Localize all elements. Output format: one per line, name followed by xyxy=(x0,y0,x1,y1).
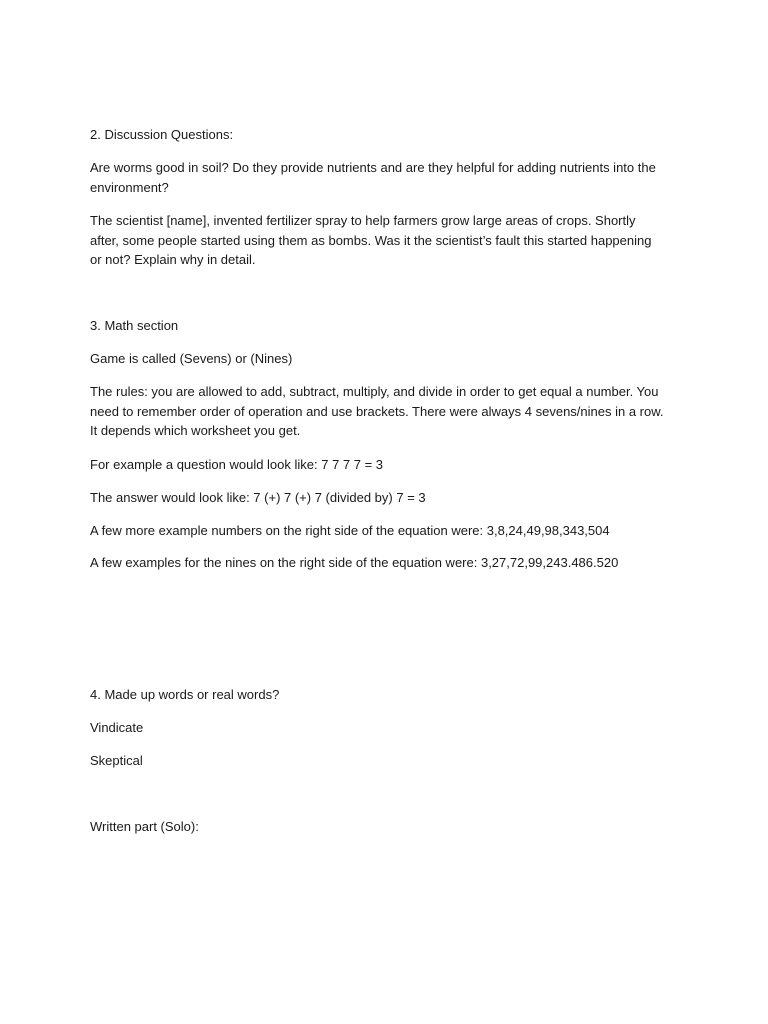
game-name-text: Game is called (Sevens) or (Nines) xyxy=(90,351,293,366)
example-question-text: For example a question would look like: 7 7 7 7 = 3 xyxy=(90,457,384,472)
discussion-question-scientist: The scientist [name], invented fertilizer spray to help farmers grow large areas of crops. Shortly after, some people started using them as bombs. Was it the scientist’s fault this started happening or not? Explain why in detail. xyxy=(90,213,652,267)
section-3-heading: 3. Math section xyxy=(90,318,179,333)
section-4-heading: 4. Made up words or real words? xyxy=(90,687,280,702)
word-vindicate: Vindicate xyxy=(90,720,144,735)
discussion-question-worms: Are worms good in soil? Do they provide nutrients and are they helpful for adding nutrients into the environment? xyxy=(90,160,656,195)
word-skeptical: Skeptical xyxy=(90,753,143,768)
example-answer-text: The answer would look like: 7 (+) 7 (+) 7 (divided by) 7 = 3 xyxy=(90,490,426,505)
nines-examples-text: A few examples for the nines on the right side of the equation were: 3,27,72,99,243.486.520 xyxy=(90,555,619,570)
more-sevens-examples-text: A few more example numbers on the right side of the equation were: 3,8,24,49,98,343,504 xyxy=(90,523,610,538)
game-rules-text: The rules: you are allowed to add, subtract, multiply, and divide in order to get equal a number. You need to remember order of operation and use brackets. There were always 4 sevens/nines in a row. It depends which worksheet you get. xyxy=(90,384,664,438)
written-part-heading: Written part (Solo): xyxy=(90,819,199,834)
section-2-heading: 2. Discussion Questions: xyxy=(90,127,234,142)
